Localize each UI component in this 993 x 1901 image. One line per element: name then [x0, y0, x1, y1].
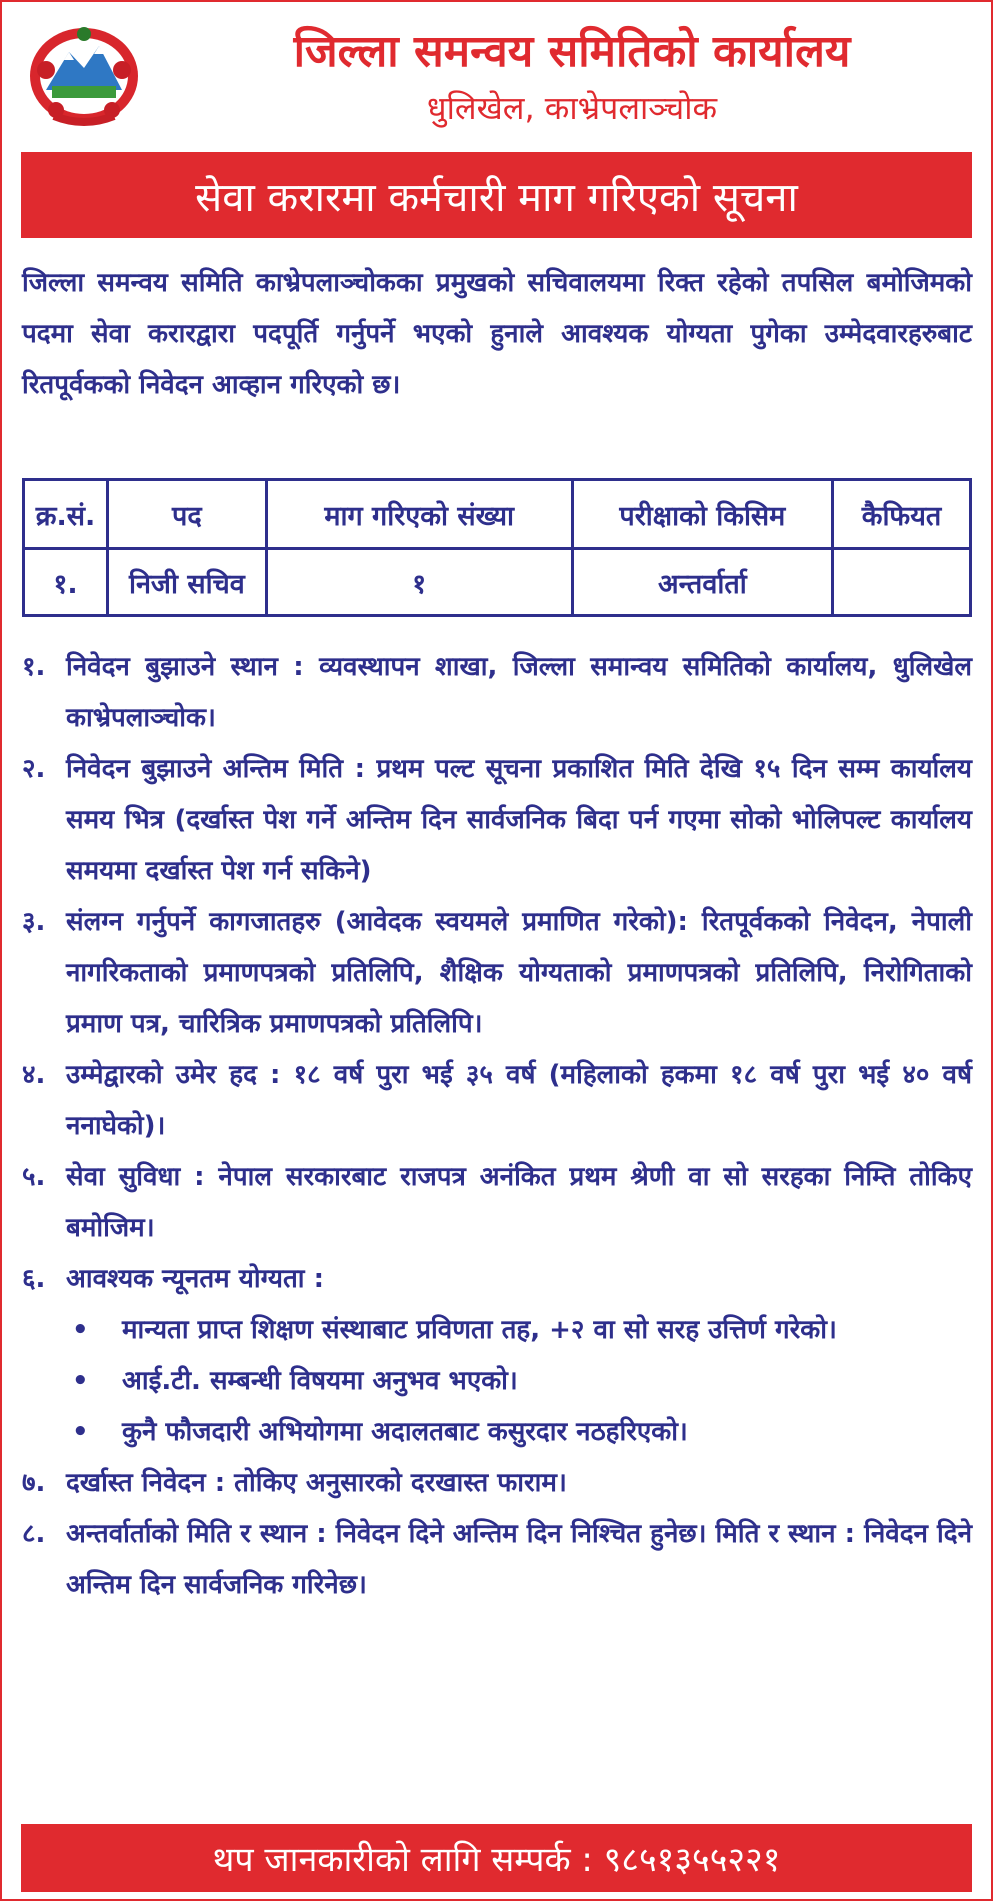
col-header-remarks: कैफियत — [833, 480, 971, 549]
item-text: निवेदन बुझाउने स्थान : व्यवस्थापन शाखा, जिल्ला समान्वय समितिको कार्यालय, धुलिखेल काभ्रेपलाञ्चोक। — [66, 652, 972, 733]
qualification-text: मान्यता प्राप्त शिक्षण संस्थाबाट प्रविणता तह, +२ वा सो सरह उत्तिर्ण गरेको। — [122, 1315, 837, 1345]
col-header-serial: क्र.सं. — [24, 480, 108, 549]
list-item — [22, 744, 972, 897]
qualification-list — [22, 1305, 972, 1458]
table-row — [24, 549, 971, 616]
cell-remarks — [833, 549, 971, 616]
qualification-item — [22, 1356, 972, 1407]
qualification-text: आई.टी. सम्बन्धी विषयमा अनुभव भएको। — [122, 1366, 518, 1396]
item-number: ५. — [22, 1162, 46, 1192]
cell-exam-type: अन्तर्वार्ता — [572, 549, 832, 616]
table-header-row — [24, 480, 971, 549]
list-item — [22, 1050, 972, 1152]
list-item — [22, 642, 972, 744]
item-number: ६. — [22, 1264, 46, 1294]
col-header-post: पद — [108, 480, 267, 549]
list-item — [22, 897, 972, 1050]
qualification-item — [22, 1305, 972, 1356]
qualification-text: कुनै फौजदारी अभियोगमा अदालतबाट कसुरदार नठहरिएको। — [122, 1417, 688, 1447]
item-number: ४. — [22, 1060, 46, 1090]
col-header-exam-type: परीक्षाको किसिम — [572, 480, 832, 549]
item-text: अन्तर्वार्ताको मिति र स्थान : निवेदन दिने अन्तिम दिन निश्चित हुनेछ। मिति र स्थान : निवेदन दिने अन्तिम दिन सार्वजनिक गरिनेछ। — [66, 1519, 972, 1600]
office-name: जिल्ला समन्वय समितिको कार्यालय — [293, 26, 851, 77]
item-text: संलग्न गर्नुपर्ने कागजातहरु (आवेदक स्वयमले प्रमाणित गरेको): रितपूर्वकको निवेदन, नेपाली नागरिकताको प्रमाणपत्रको प्रतिलिपि, शैक्षिक योग्यताको प्रमाणपत्रको प्रतिलिपि, निरोगिताको प्रमाण पत्र, चारित्रिक प्रमाणपत्रको प्रतिलिपि। — [66, 907, 972, 1039]
item-number: १. — [22, 652, 46, 682]
nepal-emblem-icon — [24, 20, 144, 132]
item-text: दर्खास्त निवेदन : तोकिए अनुसारको दरखास्त फाराम। — [66, 1468, 567, 1498]
bullet-icon: • — [72, 1315, 89, 1345]
cell-serial: १. — [24, 549, 108, 616]
cell-post: निजी सचिव — [108, 549, 267, 616]
item-title: आवश्यक न्यूनतम योग्यता : — [66, 1264, 324, 1294]
qualification-item — [22, 1407, 972, 1458]
posts-table — [22, 478, 972, 617]
notice-items — [22, 642, 972, 1611]
item-text: सेवा सुविधा : नेपाल सरकारबाट राजपत्र अनंकित प्रथम श्रेणी वा सो सरहका निम्ति तोकिए बमोजिम। — [66, 1162, 972, 1243]
list-item — [22, 1152, 972, 1254]
list-item — [22, 1509, 972, 1611]
header — [2, 2, 991, 147]
item-number: २. — [22, 754, 46, 784]
item-text: निवेदन बुझाउने अन्तिम मिति : प्रथम पल्ट सूचना प्रकाशित मिति देखि १५ दिन सम्म कार्यालय समय भित्र (दर्खास्त पेश गर्ने अन्तिम दिन सार्वजनिक बिदा पर्न गएमा सोको भोलिपल्ट कार्यालय समयमा दर्खास्त पेश गर्न सकिने) — [66, 754, 972, 886]
office-address: धुलिखेल, काभ्रेपलाञ्चोक — [426, 89, 718, 127]
cell-count: १ — [266, 549, 572, 616]
bullet-icon: • — [72, 1417, 89, 1447]
item-text: उम्मेद्वारको उमेर हद : १८ वर्ष पुरा भई ३५ वर्ष (महिलाको हकमा १८ वर्ष पुरा भई ४० वर्ष ननाघेको)। — [66, 1060, 972, 1141]
item-number: ८. — [22, 1519, 46, 1549]
bullet-icon: • — [72, 1366, 89, 1396]
list-item — [22, 1458, 972, 1509]
list-item-qualifications — [22, 1254, 972, 1305]
notice-title: सेवा करारमा कर्मचारी माग गरिएको सूचना — [21, 152, 972, 238]
item-number: ७. — [22, 1468, 46, 1498]
intro-paragraph: जिल्ला समन्वय समिति काभ्रेपलाञ्चोकका प्रमुखको सचिवालयमा रिक्त रहेको तपसिल बमोजिमको पदमा सेवा करारद्वारा पदपूर्ति गर्नुपर्ने भएको हुनाले आवश्यक योग्यता पुगेका उम्मेदवारहरुबाट रितपूर्वकको निवेदन आव्हान गरिएको छ। — [22, 268, 972, 400]
col-header-count: माग गरिएको संख्या — [266, 480, 572, 549]
item-number: ३. — [22, 907, 46, 937]
contact-footer: थप जानकारीको लागि सम्पर्क : ९८५१३५५२२१ — [21, 1824, 972, 1892]
